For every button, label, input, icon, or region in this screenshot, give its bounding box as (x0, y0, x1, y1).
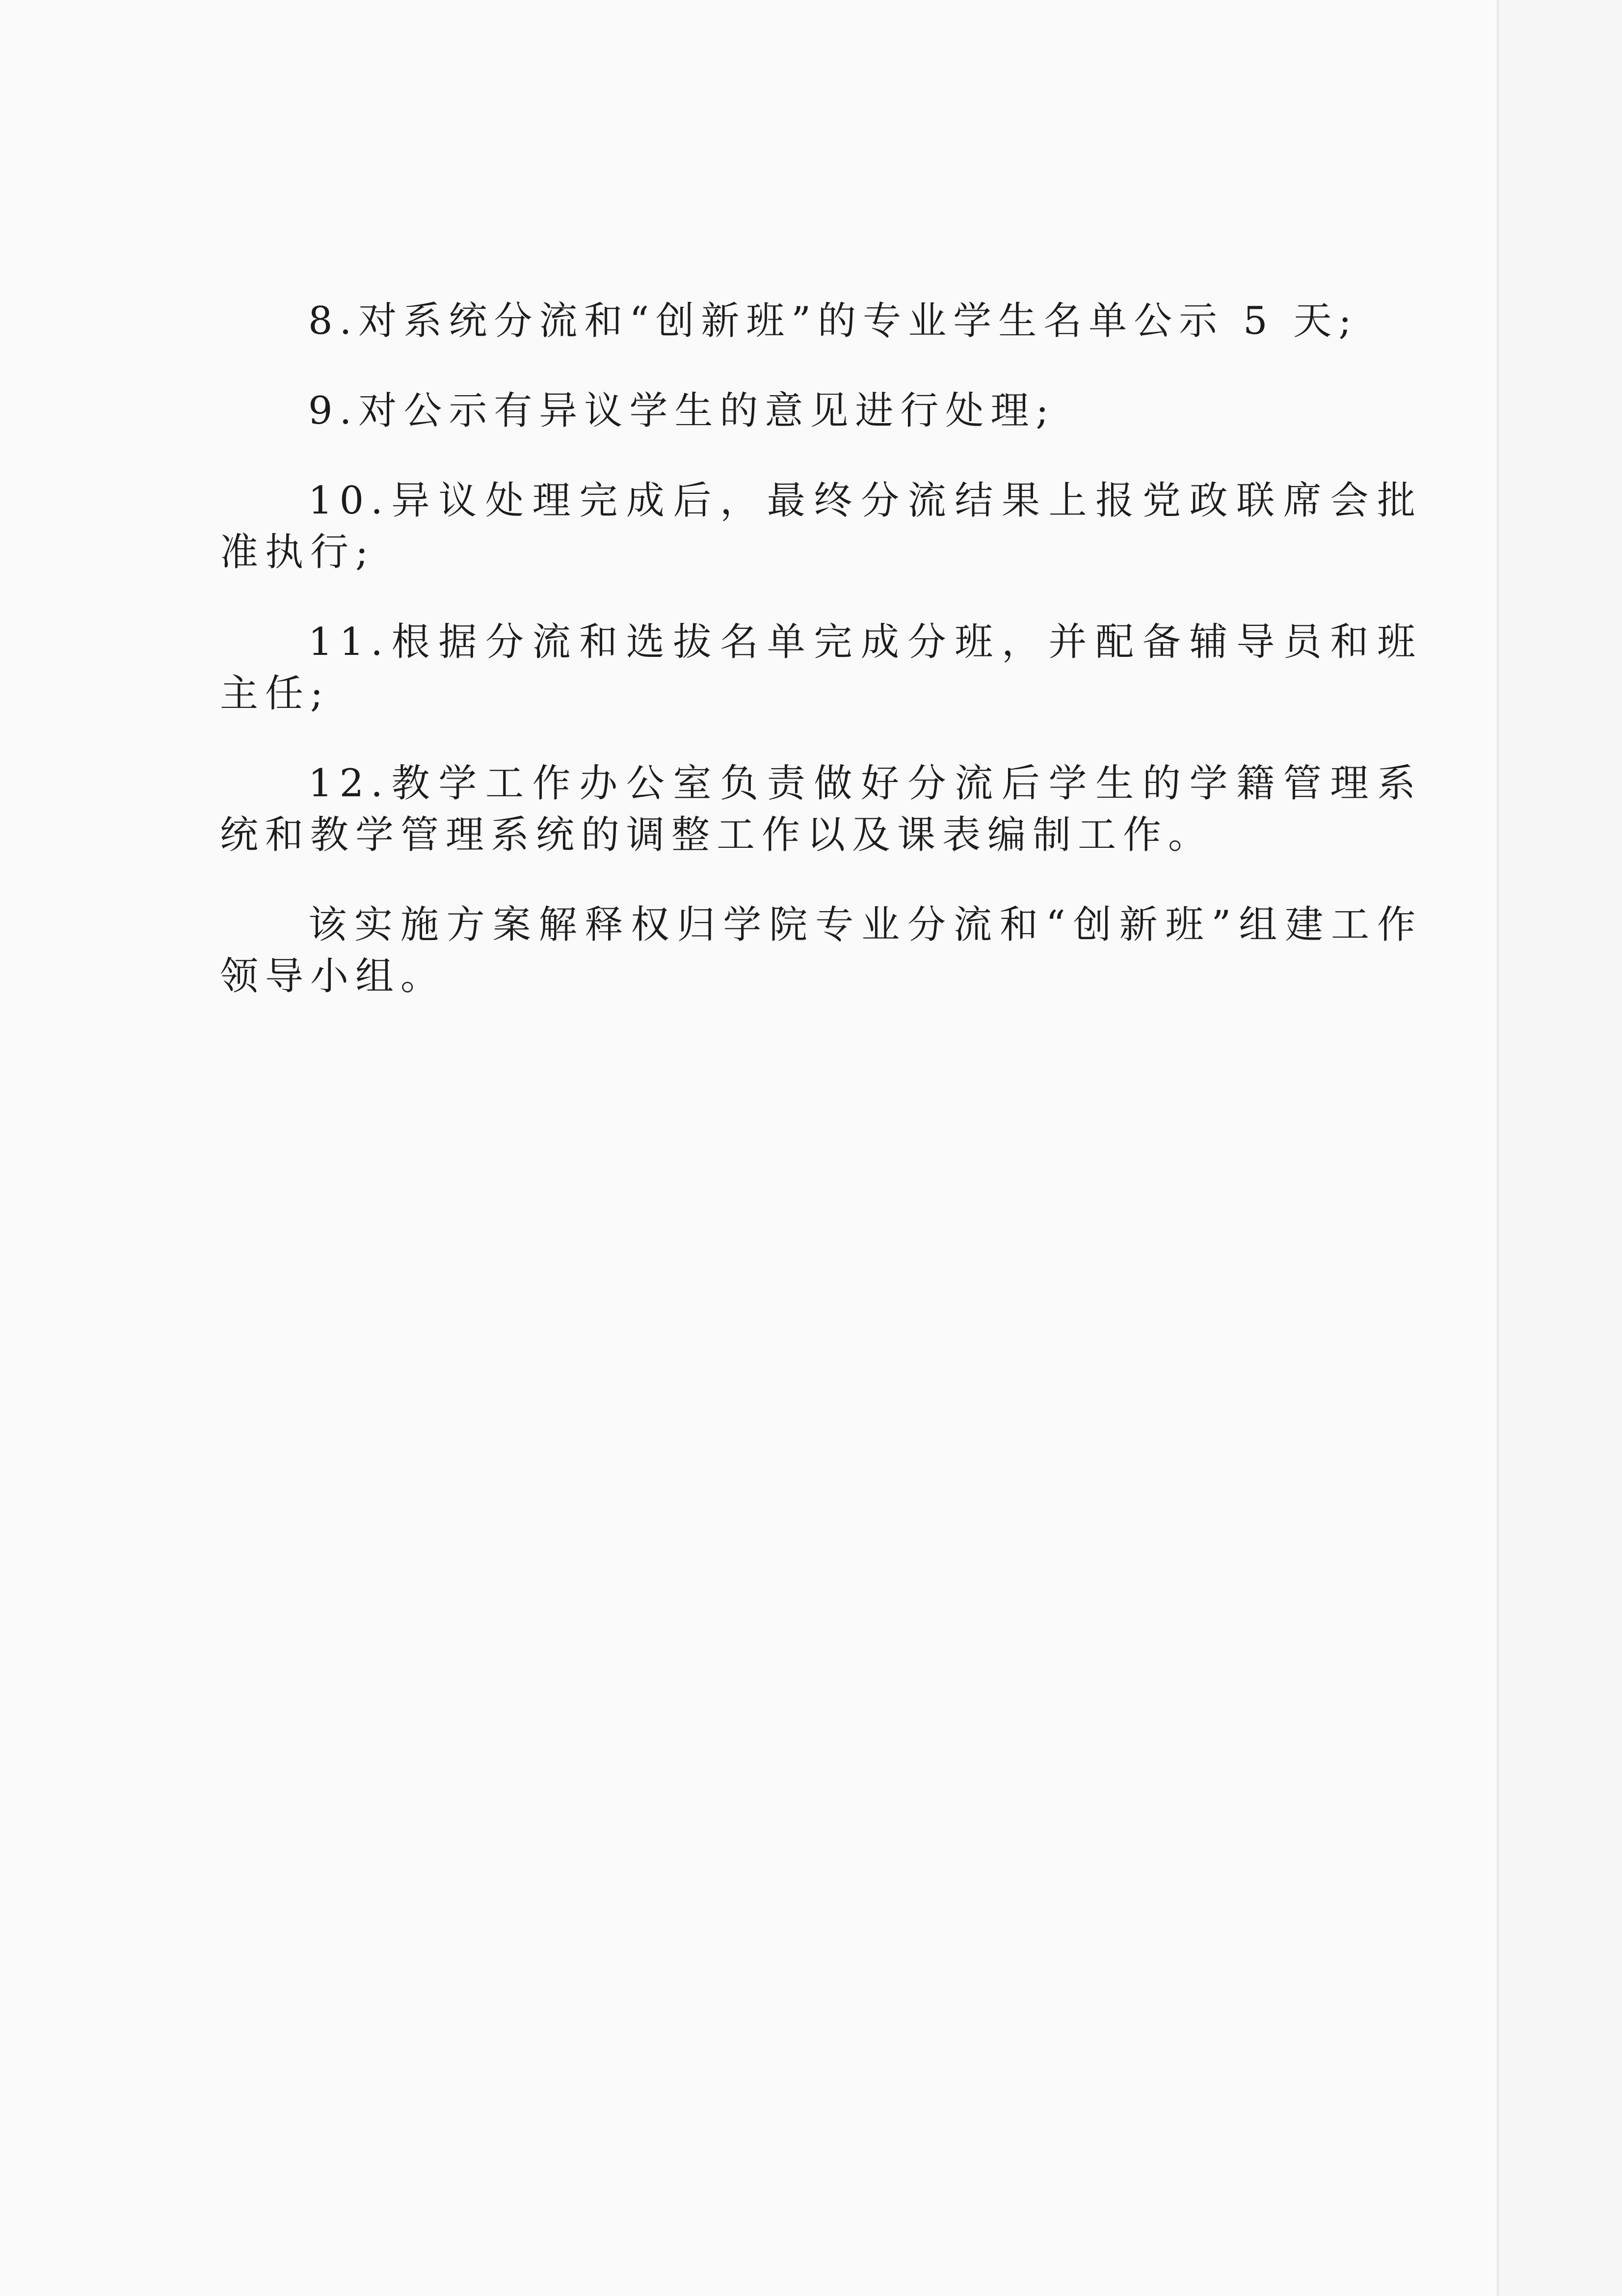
item-8-paragraph: 8.对系统分流和“创新班”的专业学生名单公示 5 天; (308, 299, 1358, 343)
item-11-paragraph: 11.根据分流和选拔名单完成分班，并配备辅导员和班主任; (220, 620, 1422, 716)
document-body (220, 296, 1422, 1041)
interpretation-note-paragraph: 该实施方案解释权归学院专业分流和“创新班”组建工作领导小组。 (220, 903, 1422, 999)
item-12-paragraph: 12.教学工作办公室负责做好分流后学生的学籍管理系统和教学管理系统的调整工作以及课表编制工作。 (220, 761, 1422, 857)
item-9-paragraph: 9.对公示有异议学生的意见进行处理; (308, 389, 1056, 433)
page-edge-margin (1499, 0, 1622, 2296)
item-10-paragraph: 10.异议处理完成后，最终分流结果上报党政联席会批准执行; (220, 479, 1422, 574)
